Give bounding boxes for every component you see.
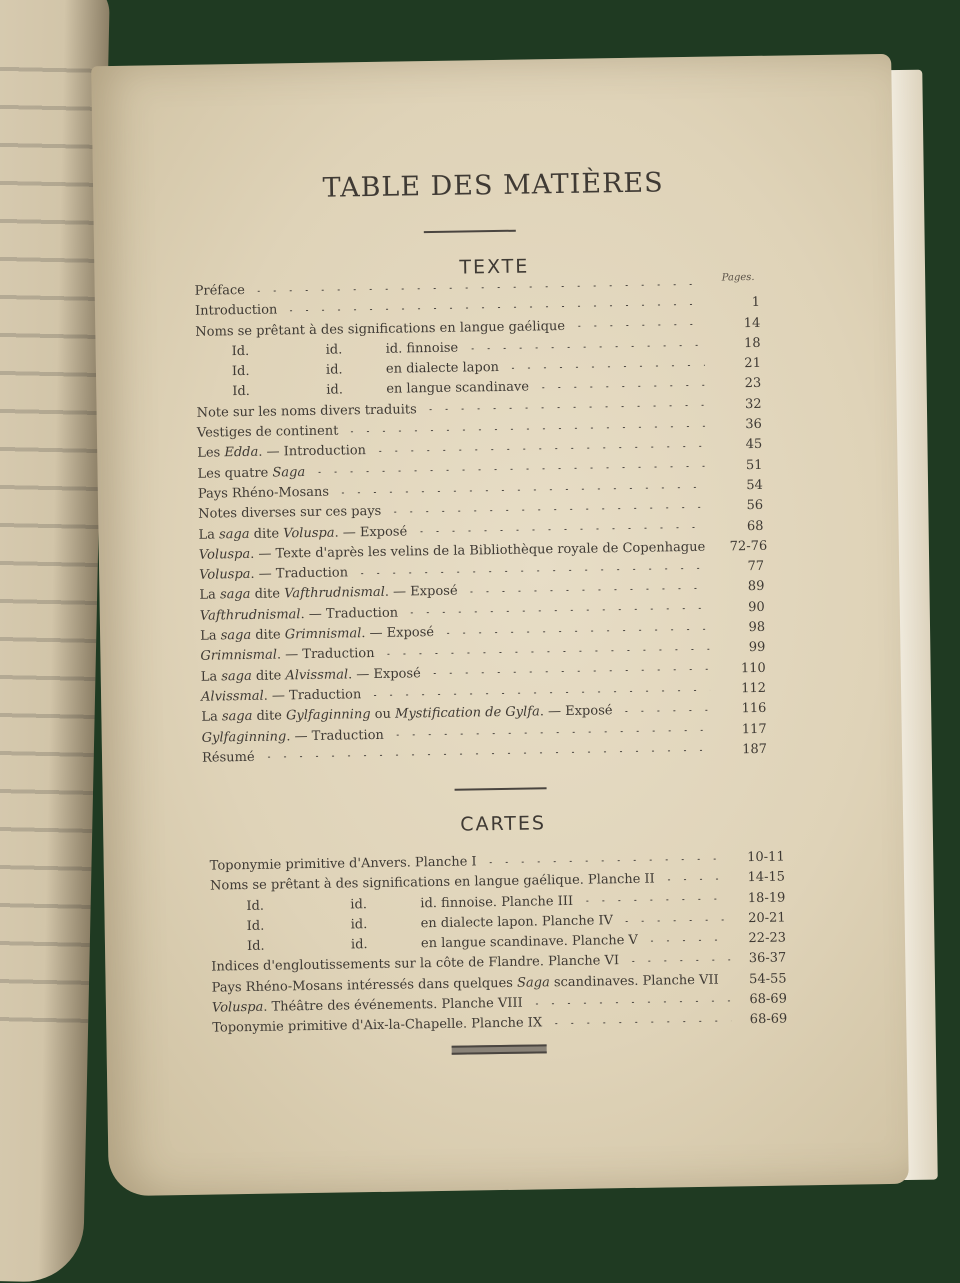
toc-entry-column: en langue scandinave <box>386 378 529 401</box>
toc-entry-label <box>202 748 255 769</box>
toc-entry-page-number: 116 <box>716 699 766 720</box>
toc-entry-text: Pays Rhéno-Mosans <box>198 485 329 502</box>
toc-entry-page-number: 45 <box>712 435 762 456</box>
toc-entry-text: . — Traduction <box>286 727 384 744</box>
toc-entry-column: id. finnoise. Planche III <box>420 891 573 914</box>
toc-entry-text: dite <box>252 709 286 725</box>
toc-entry-page-number: 23 <box>711 374 761 395</box>
toc-entry-page-number: 14 <box>710 313 760 334</box>
toc-entry-italic-text: Vafthrudnismal <box>284 585 385 602</box>
dot-leader <box>535 385 705 389</box>
toc-entry-page-number: 54 <box>713 476 763 497</box>
toc-entry-page-number: 54-55 <box>736 969 786 990</box>
toc-entry-text: Introduction <box>195 303 278 319</box>
toc-entry-italic-text: Alvissmal <box>285 667 348 683</box>
toc-entry-text: . — Exposé <box>348 666 421 682</box>
toc-entry-page-number: 32 <box>711 395 761 416</box>
toc-entry-label <box>201 664 421 688</box>
toc-entry-text: dite <box>251 627 285 643</box>
toc-entry-page-number: 36-37 <box>736 949 786 970</box>
toc-entry-page-number: 21 <box>711 354 761 375</box>
toc-entry-column: Id. <box>196 341 326 363</box>
toc-entry-label <box>195 281 246 302</box>
toc-entry-page-number: 110 <box>716 658 766 679</box>
toc-entry-italic-text: Gylfaginning <box>286 707 371 723</box>
texte-heading: TEXTE <box>94 250 894 285</box>
dot-leader <box>387 507 707 513</box>
toc-entry-italic-text: Edda <box>224 445 258 461</box>
dot-leader <box>427 669 710 674</box>
toc-entry-label <box>199 582 457 606</box>
toc-entry-text: Indices d'engloutissements sur la côte de Flandre. Planche VI <box>211 954 619 975</box>
toc-entry-column: id. <box>326 340 386 361</box>
dot-leader <box>619 919 730 922</box>
toc-entry-text: Toponymie primitive d'Anvers. Planche I <box>210 854 477 873</box>
dot-leader <box>440 628 709 633</box>
toc-entry-label <box>200 644 374 667</box>
dot-leader <box>404 608 709 614</box>
dot-leader <box>390 730 711 736</box>
toc-entry-italic-text: Saga <box>517 975 550 991</box>
toc-entry-page-number: 90 <box>715 598 765 619</box>
toc-entry-text: . — Exposé <box>385 584 458 600</box>
toc-entry-text: . — Traduction <box>264 687 362 704</box>
cartes-toc <box>210 848 788 1040</box>
toc-entry-page-number: 20-21 <box>735 908 785 929</box>
toc-entry-text: La <box>199 588 220 603</box>
toc-entry-italic-text: Voluspa <box>212 1000 264 1016</box>
toc-entry-column: id. <box>351 914 421 935</box>
toc-entry-text: La <box>198 527 219 542</box>
toc-entry-italic-text: saga <box>219 526 250 541</box>
dot-leader <box>311 466 706 473</box>
toc-entry-text: . — Exposé <box>361 625 434 641</box>
toc-entry-page-number: 187 <box>717 740 767 761</box>
dot-leader <box>619 710 711 712</box>
toc-entry-text: dite <box>250 587 284 603</box>
toc-entry-text: dite <box>249 526 283 542</box>
toc-entry-text: Les quatre <box>197 465 272 481</box>
toc-entry-page-number: 72-76 <box>717 537 767 558</box>
toc-entry-label <box>197 441 366 464</box>
toc-entry-column: Id. <box>196 361 326 383</box>
dot-leader <box>483 858 729 863</box>
toc-entry-page-number: 18-19 <box>735 888 785 909</box>
texte-toc <box>195 273 768 769</box>
toc-entry-italic-text: Alvissmal <box>201 689 264 705</box>
toc-entry-column: id. <box>350 894 420 915</box>
toc-entry-label <box>195 301 278 323</box>
dot-leader <box>367 689 710 695</box>
toc-entry-column: en dialecte lapon <box>386 358 499 380</box>
toc-entry-page-number: 68 <box>713 516 763 537</box>
toc-entry-page-number: 68-69 <box>737 990 787 1011</box>
toc-entry-page-number: 68-69 <box>737 1010 787 1031</box>
toc-entry-text: . — Introduction <box>258 443 366 460</box>
dot-leader <box>335 486 707 493</box>
dot-leader <box>464 344 704 349</box>
toc-entry-text: . — Traduction <box>250 566 348 583</box>
toc-entry-column: id. <box>326 380 386 401</box>
toc-entry-page-number: 98 <box>715 618 765 639</box>
toc-entry-text: Les <box>197 446 224 461</box>
toc-entry-italic-text: Voluspa <box>199 567 251 583</box>
dot-leader <box>661 878 729 880</box>
toc-entry-text: . — Exposé <box>540 703 613 719</box>
toc-entry-column: Id. <box>210 895 350 917</box>
toc-entry-italic-text: Voluspa <box>199 547 251 563</box>
toc-entry-label <box>198 483 329 505</box>
toc-entry-text: Noms se prêtant à des significations en langue gaélique. Planche II <box>210 872 655 894</box>
dot-leader <box>529 1000 731 1004</box>
toc-entry-italic-text: Mystification de Gylfa <box>395 705 540 722</box>
dot-leader <box>344 425 706 432</box>
toc-entry-page-number: 36 <box>712 415 762 436</box>
dot-leader <box>251 283 704 291</box>
toc-entry-text: scandinaves. Planche VII <box>550 972 719 990</box>
toc-entry-column: Id. <box>211 936 351 958</box>
toc-entry-italic-text: saga <box>222 709 253 724</box>
toc-entry-label <box>197 463 305 485</box>
toc-entry-label <box>197 422 339 445</box>
toc-entry-page-number: 89 <box>714 577 764 598</box>
dot-leader <box>725 980 731 981</box>
toc-entry-text: Préface <box>195 283 245 299</box>
toc-entry-column: Id. <box>211 915 351 937</box>
dot-leader <box>381 649 710 655</box>
toc-entry-italic-text: saga <box>221 628 252 643</box>
pages-caption: Pages. <box>722 272 755 284</box>
toc-entry-page-number: 117 <box>717 719 767 740</box>
toc-entry-text: Note sur les noms divers traduits <box>197 402 417 420</box>
toc-entry-page-number: 22-23 <box>736 929 786 950</box>
dot-leader <box>505 365 705 369</box>
page-title: TABLE DES MATIÈRES <box>93 164 893 208</box>
toc-entry-label <box>202 725 384 748</box>
dot-leader <box>261 750 711 758</box>
title-divider <box>424 230 516 233</box>
toc-entry-text: Noms se prêtant à des significations en langue gaélique <box>195 319 565 340</box>
book-page <box>91 54 909 1196</box>
toc-entry-text: dite <box>252 668 286 684</box>
toc-entry-label <box>212 1014 542 1039</box>
toc-entry-label <box>198 502 381 525</box>
toc-entry-column: Id. <box>196 381 326 403</box>
toc-entry-text: . — Exposé <box>334 524 407 540</box>
dot-leader <box>372 446 706 452</box>
toc-entry-text: La <box>201 669 222 684</box>
toc-entry-text: Vestiges de continent <box>197 424 339 441</box>
dot-leader <box>423 405 706 410</box>
toc-entry-italic-text: Saga <box>272 465 305 481</box>
toc-entry-text: ou <box>370 707 395 722</box>
toc-entry-text: La <box>200 628 221 643</box>
toc-entry-column: en langue scandinave. Planche V <box>421 931 638 955</box>
dot-leader <box>579 899 729 902</box>
toc-entry-column: id. <box>351 934 421 955</box>
toc-entry-label <box>199 564 348 587</box>
dot-leader <box>354 568 708 575</box>
toc-entry-text: . — Traduction <box>300 605 398 622</box>
toc-entry-italic-text: Grimnismal <box>285 626 362 642</box>
toc-entry-italic-text: Gylfaginning <box>202 729 287 745</box>
toc-entry-page-number: 99 <box>715 638 765 659</box>
toc-entry-column: id. finnoise <box>386 339 459 360</box>
toc-entry-page-number: 56 <box>713 496 763 517</box>
toc-entry-italic-text: Voluspa <box>283 525 335 541</box>
dot-leader <box>283 304 704 312</box>
closing-ornament-rule <box>452 1044 547 1054</box>
toc-entry-page-number: 51 <box>712 456 762 477</box>
toc-entry-label <box>201 685 362 708</box>
toc-entry-page-number: 10-11 <box>735 848 785 869</box>
toc-entry-text: Résumé <box>202 750 255 766</box>
toc-entry-page-number: 77 <box>714 557 764 578</box>
toc-entry-text: La <box>201 710 222 725</box>
dot-leader <box>464 588 709 593</box>
toc-entry-text: . Théâtre des événements. Planche VIII <box>263 996 523 1015</box>
dot-leader <box>644 939 730 941</box>
section-divider <box>455 787 547 790</box>
dot-leader <box>413 527 707 533</box>
toc-entry-page-number: 112 <box>716 679 766 700</box>
toc-entry-page-number: 18 <box>710 334 760 355</box>
toc-entry-column: id. <box>326 360 386 381</box>
toc-entry-italic-text: saga <box>220 587 251 602</box>
toc-entry-text: Toponymie primitive d'Aix-la-Chapelle. Planche IX <box>212 1016 542 1036</box>
toc-entry-text: Notes diverses sur ces pays <box>198 504 381 522</box>
toc-entry-text: . — Traduction <box>277 646 375 663</box>
dot-leader <box>571 324 704 327</box>
toc-entry-text: . — Texte d'après les velins de la Bibliothèque royale de Copenhague <box>250 540 705 562</box>
toc-entry-label <box>196 400 416 424</box>
toc-entry-page-number: 14-15 <box>735 868 785 889</box>
toc-entry-page-number: 1 <box>710 293 760 314</box>
toc-entry-italic-text: saga <box>221 669 252 684</box>
toc-entry-italic-text: Grimnismal <box>200 648 277 664</box>
dot-leader <box>625 960 730 963</box>
toc-entry-column: en dialecte lapon. Planche IV <box>421 911 614 934</box>
dot-leader <box>548 1020 731 1024</box>
toc-entry-text: Pays Rhéno-Mosans intéressés dans quelques <box>212 976 518 996</box>
cartes-heading: CARTES <box>103 807 903 842</box>
toc-entry-italic-text: Vafthrudnismal <box>200 607 301 624</box>
toc-entry-page-number <box>710 286 760 287</box>
toc-entry-label <box>200 623 434 647</box>
